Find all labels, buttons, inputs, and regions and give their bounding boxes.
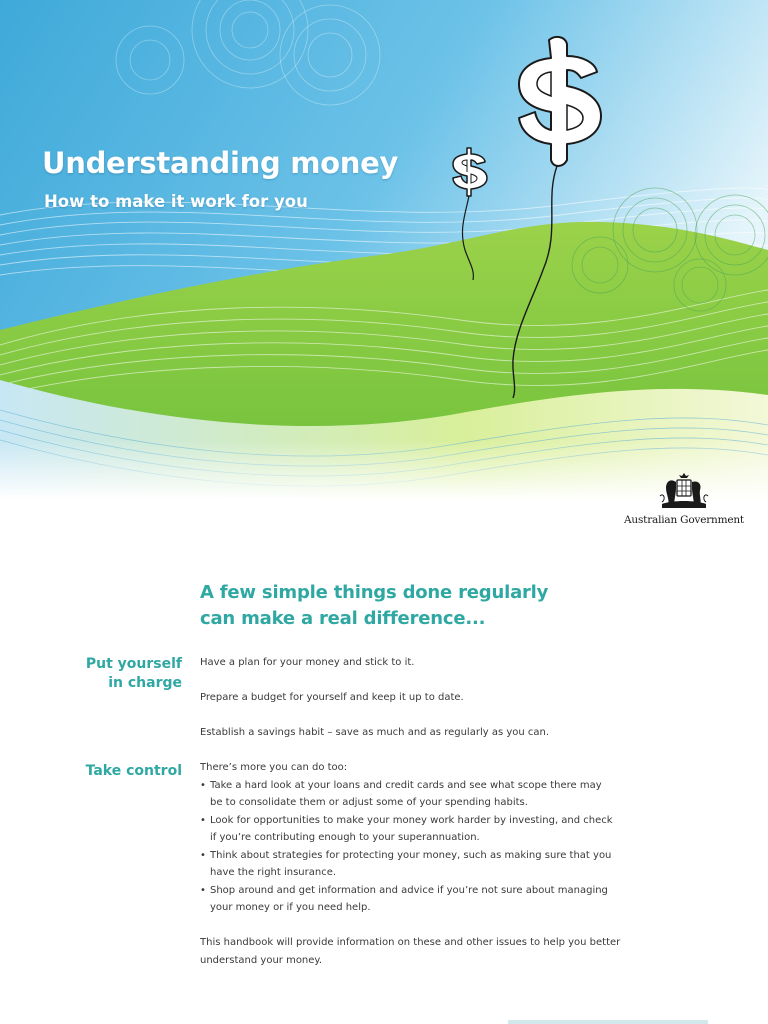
paragraph-budget: Prepare a budget for yourself and keep it up to date. [200, 692, 464, 703]
footer-accent-bar [508, 1020, 708, 1024]
section-label-take-control [86, 762, 182, 781]
list-item-line: • Think about strategies for protecting your money, such as making sure that you [210, 849, 612, 861]
cover-illustration [0, 0, 768, 500]
closing-line: This handbook will provide information on these and other issues to help you better [200, 937, 621, 948]
coat-of-arms-icon [656, 470, 712, 510]
body-text [200, 654, 650, 969]
paragraph-more-intro: There’s more you can do too: [200, 762, 348, 773]
list-item-line: • Shop around and get information and advice if you’re not sure about managing [210, 884, 608, 896]
list-item-line: be to consolidate them or adjust some of your spending habits. [210, 797, 528, 808]
section-label-line-2: in charge [108, 675, 182, 691]
government-logo [622, 470, 746, 526]
section-label-line-1: Put yourself [85, 656, 182, 672]
list-item-line: your money or if you need help. [210, 902, 371, 913]
section-headline [200, 580, 548, 632]
list-item [200, 847, 650, 882]
list-item [200, 777, 650, 812]
list-item [200, 882, 650, 917]
dollar-sign-balloon-large [505, 30, 615, 400]
list-item [200, 812, 650, 847]
paragraph-savings: Establish a savings habit – save as much and as regularly as you can. [200, 727, 550, 738]
dollar-sign-balloon-small [445, 140, 505, 280]
paragraph-plan: Have a plan for your money and stick to it. [200, 657, 415, 668]
list-item-line: • Take a hard look at your loans and credit cards and see what scope there may [210, 779, 602, 791]
closing-line: understand your money. [200, 954, 323, 966]
tips-list [200, 777, 650, 917]
paragraph-closing [200, 934, 650, 969]
section-label-take-control-text: Take control [85, 763, 182, 779]
list-item-line: if you’re contributing enough to your superannuation. [210, 832, 480, 843]
page-subtitle: How to make it work for you [44, 192, 308, 211]
government-name: Australian Government [624, 514, 744, 526]
list-item-line: have the right insurance. [210, 867, 337, 878]
headline-line-2: can make a real difference... [200, 608, 486, 629]
list-item-line: • Look for opportunities to make your money work harder by investing, and check [210, 814, 613, 826]
page-title: Understanding money [42, 146, 399, 180]
section-label-put-yourself-in-charge [86, 655, 182, 693]
headline-line-1: A few simple things done regularly [200, 582, 549, 603]
